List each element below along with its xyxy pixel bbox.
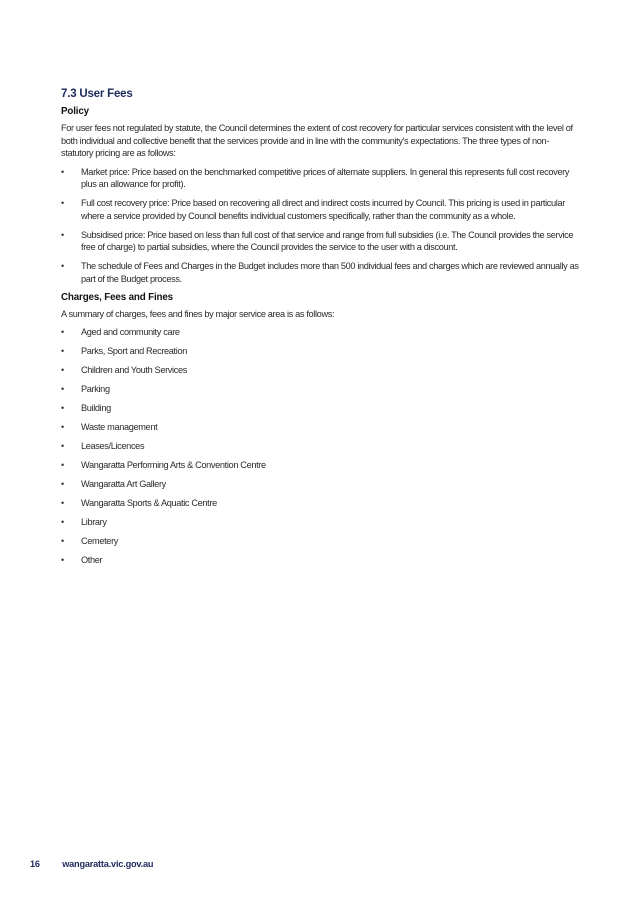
list-item <box>61 383 579 396</box>
list-item-text: Subsidised price: Price based on less than full cost of that service and range from full subsidies (i.e. The Council provides the service free of charge) to partial subsidies, where the Council provides the service to the user with a discount. <box>81 229 574 252</box>
list-item <box>61 364 579 377</box>
list-item <box>61 345 579 358</box>
charges-intro: A summary of charges, fees and fines by major service area is as follows: <box>61 308 335 319</box>
list-item <box>61 516 579 529</box>
list-item-text: Library <box>81 517 107 527</box>
list-item-text: Cemetery <box>81 536 119 546</box>
list-item <box>61 166 579 191</box>
list-item-text: Full cost recovery price: Price based on recovering all direct and indirect costs incurred by Council. This pricing is used in particular where a service provided by Council benefits individual customers specifically, rather than the community as a whole. <box>81 198 565 221</box>
list-item-text: Wangaratta Art Gallery <box>81 479 166 489</box>
list-item-text: Wangaratta Performing Arts & Convention Centre <box>81 460 266 470</box>
bullet-icon: • <box>61 327 64 337</box>
bullet-icon: • <box>61 422 64 432</box>
page-number: 16 <box>30 859 40 869</box>
list-item-text: Leases/Licences <box>81 441 145 451</box>
bullet-icon: • <box>61 229 64 240</box>
list-item-text: Parks, Sport and Recreation <box>81 346 187 356</box>
service-area-list <box>61 326 579 567</box>
bullet-icon: • <box>61 384 64 394</box>
policy-intro: For user fees not regulated by statute, the Council determines the extent of cost recovery for particular services consistent with the level of both individual and collective benefit that the services provide and in line with the community's expectations. The three types of non-statutory pricing are as follows: <box>61 123 573 158</box>
list-item-text: Market price: Price based on the benchmarked competitive prices of alternate suppliers. In general this represents full cost recovery plus an allowance for profit). <box>81 166 570 189</box>
list-item <box>61 554 579 567</box>
document-page <box>61 88 579 573</box>
list-item <box>61 459 579 472</box>
charges-heading: Charges, Fees and Fines <box>61 291 173 303</box>
list-item <box>61 197 579 222</box>
list-item <box>61 478 579 491</box>
list-item <box>61 326 579 339</box>
list-item <box>61 497 579 510</box>
bullet-icon: • <box>61 555 64 565</box>
bullet-icon: • <box>61 261 64 271</box>
bullet-icon: • <box>61 365 64 375</box>
bullet-icon: • <box>61 498 64 508</box>
list-item-text: Other <box>81 555 103 565</box>
website-link[interactable]: wangaratta.vic.gov.au <box>62 859 154 869</box>
policy-heading: Policy <box>61 106 89 117</box>
list-item-text: Parking <box>81 384 110 394</box>
section-title: 7.3 User Fees <box>61 88 133 100</box>
list-item-text: Waste management <box>81 422 158 432</box>
policy-list <box>61 166 579 286</box>
bullet-icon: • <box>61 346 64 356</box>
list-item-text: Children and Youth Services <box>81 365 187 375</box>
list-item <box>61 440 579 453</box>
bullet-icon: • <box>61 536 64 546</box>
list-item-text: Wangaratta Sports & Aquatic Centre <box>81 498 217 508</box>
bullet-icon: • <box>61 198 64 208</box>
list-item <box>61 421 579 434</box>
list-item <box>61 229 579 254</box>
list-item-text: Building <box>81 403 111 413</box>
list-item <box>61 260 579 285</box>
list-item-text: Aged and community care <box>81 327 180 337</box>
list-item-text: The schedule of Fees and Charges in the Budget includes more than 500 individual fees and charges which are reviewed annually as part of the Budget process. <box>81 261 579 284</box>
bullet-icon: • <box>61 479 64 489</box>
bullet-icon: • <box>61 460 64 470</box>
list-item <box>61 535 579 548</box>
bullet-icon: • <box>61 441 64 451</box>
list-item <box>61 402 579 415</box>
bullet-icon: • <box>61 517 64 527</box>
page-footer <box>30 859 153 869</box>
bullet-icon: • <box>61 403 64 413</box>
bullet-icon: • <box>61 166 64 177</box>
